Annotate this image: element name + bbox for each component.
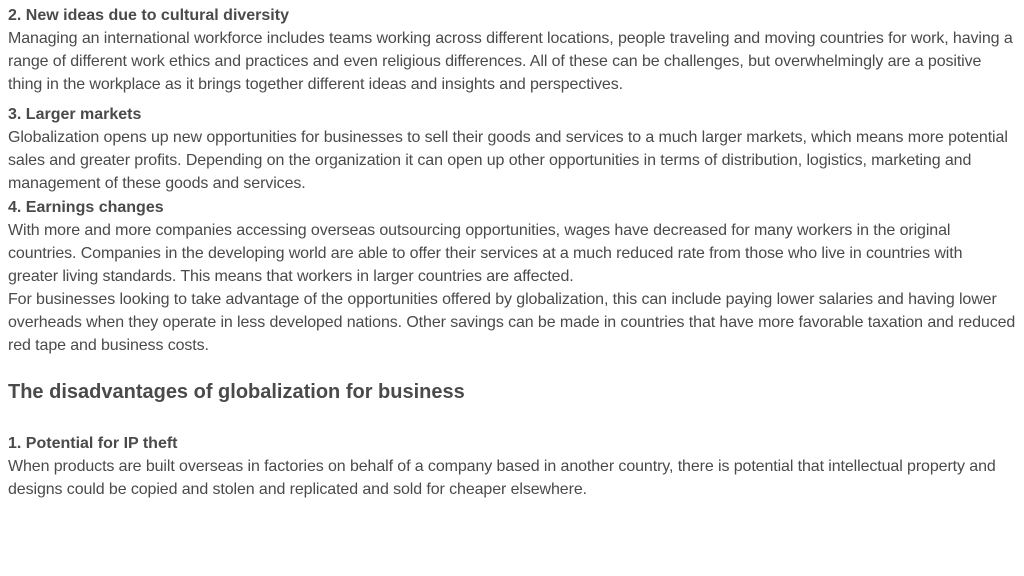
section-paragraph: For businesses looking to take advantage of the opportunities offered by globalization, this can include paying lower salaries and having lower overheads when they operate in less developed nations. Other savings can be made in countries that have more favorable taxation and reduced red tape and business costs.	[8, 291, 1016, 354]
section-heading: 2. New ideas due to cultural diversity	[8, 7, 289, 24]
section-cultural-diversity	[8, 5, 1016, 96]
section-paragraph: Managing an international workforce includes teams working across different locations, people traveling and moving countries for work, having a range of different work ethics and practices and even religious differences. All of these can be challenges, but overwhelmingly are a positive thing in the workplace as it brings together different ideas and insights and perspectives.	[8, 30, 1013, 93]
section-heading: 1. Potential for IP theft	[8, 435, 178, 452]
section-paragraph: With more and more companies accessing overseas outsourcing opportunities, wages have decreased for many workers in the original countries. Companies in the developing world are able to offer their services at a much reduced rate from those who live in countries with greater living standards. This means that workers in larger countries are affected.	[8, 222, 963, 285]
section-paragraph: When products are built overseas in factories on behalf of a company based in another country, there is potential that intellectual property and designs could be copied and stolen and replicated and sold for cheaper elsewhere.	[8, 458, 996, 498]
section-heading: 4. Earnings changes	[8, 199, 164, 216]
section-heading: 3. Larger markets	[8, 106, 142, 123]
section-larger-markets	[8, 104, 1016, 195]
section-paragraph: Globalization opens up new opportunities for businesses to sell their goods and services to a much larger markets, which means more potential sales and greater profits. Depending on the organization it can open up other opportunities in terms of distribution, logistics, marketing and management of these goods and services.	[8, 129, 1008, 192]
section-ip-theft	[8, 433, 1016, 501]
disadvantages-title: The disadvantages of globalization for business	[8, 381, 465, 403]
document-page	[8, 5, 1016, 501]
section-earnings-changes	[8, 197, 1016, 357]
